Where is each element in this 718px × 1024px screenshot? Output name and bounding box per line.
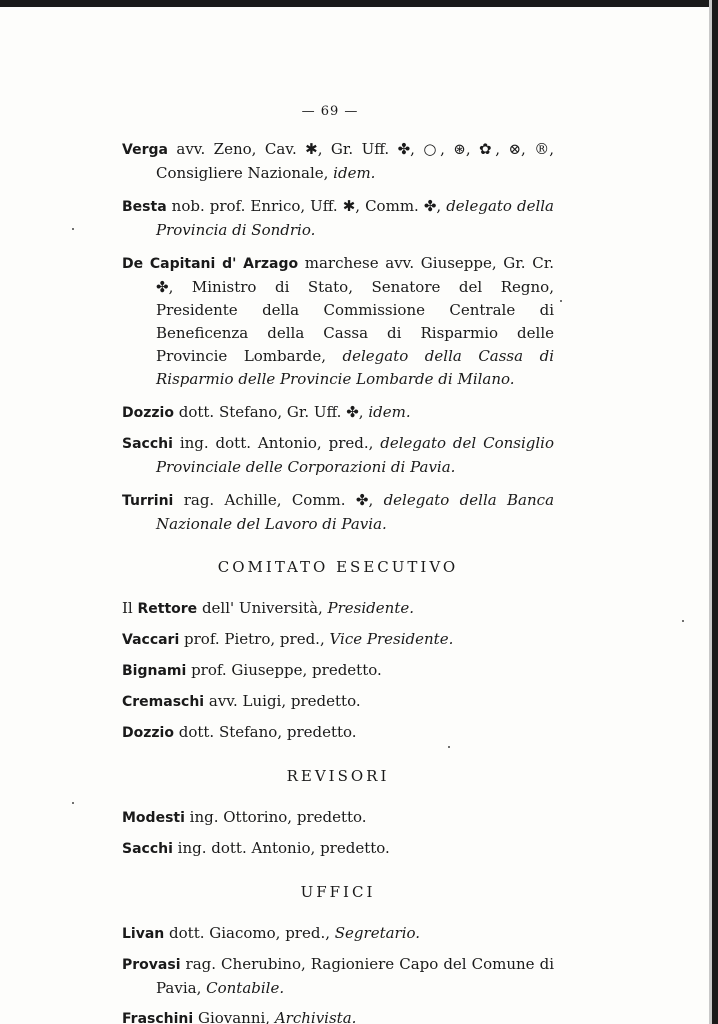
entry-prefix: Il bbox=[122, 599, 138, 617]
entry-name: Fraschini bbox=[122, 1011, 194, 1024]
entry-turrini bbox=[122, 489, 554, 536]
entry-role: delegato della Banca Nazionale del Lavoro di Pavia. bbox=[156, 491, 555, 533]
entry-name: Dozzio bbox=[122, 405, 174, 421]
entry-text: rag. Achille, Comm. ✤, bbox=[183, 491, 384, 509]
entry-role: Segretario. bbox=[334, 924, 421, 942]
entry-modesti bbox=[122, 806, 554, 830]
entry-name: Rettore bbox=[137, 601, 198, 617]
entry-verga bbox=[122, 138, 554, 185]
entry-name: Vaccari bbox=[122, 632, 180, 648]
page-number: — 69 — bbox=[301, 104, 359, 119]
entry-name: Bignami bbox=[122, 663, 187, 679]
scan-speck bbox=[72, 228, 74, 230]
entry-text: prof. Pietro, pred., bbox=[179, 630, 330, 648]
entry-dozzio-comitato bbox=[122, 721, 554, 745]
entry-name: De Capitani d' Arzago bbox=[122, 256, 299, 272]
entry-text: nob. prof. Enrico, Uff. ✱, Comm. ✤, bbox=[171, 197, 447, 215]
entry-role: delegato del Consiglio Provinciale delle Corporazioni di Pavia. bbox=[156, 434, 554, 476]
entry-name: Provasi bbox=[122, 957, 181, 973]
entry-name: Dozzio bbox=[122, 725, 174, 741]
entry-text: prof. Giuseppe, predetto. bbox=[186, 661, 382, 679]
entry-role: Archivista. bbox=[274, 1009, 357, 1024]
entry-provasi bbox=[122, 953, 554, 1000]
entry-besta bbox=[122, 195, 554, 242]
scan-speck bbox=[560, 300, 562, 302]
scan-speck bbox=[72, 802, 74, 804]
entry-fraschini bbox=[122, 1007, 554, 1024]
section-title-comitato: COMITATO ESECUTIVO bbox=[217, 558, 459, 576]
entry-text: dott. Stefano, predetto. bbox=[173, 723, 357, 741]
entry-name: Verga bbox=[122, 142, 168, 158]
entry-name: Cremaschi bbox=[122, 694, 205, 710]
entry-text: dott. Stefano, Gr. Uff. ✤, bbox=[178, 403, 369, 421]
scan-top-border bbox=[0, 0, 718, 7]
entry-text: dott. Giacomo, pred., bbox=[164, 924, 335, 942]
entry-rettore bbox=[122, 597, 554, 621]
entry-role: delegato della Cassa di Risparmio delle Provincie Lombarde di Milano. bbox=[156, 347, 554, 388]
entry-role: Presidente. bbox=[327, 599, 414, 617]
entry-dozzio bbox=[122, 401, 554, 425]
entry-text: ing. dott. Antonio, predetto. bbox=[172, 839, 390, 857]
section-title-revisori: REVISORI bbox=[286, 767, 390, 785]
page-content bbox=[122, 138, 554, 1024]
entry-role: Vice Presidente. bbox=[329, 630, 454, 648]
entry-livan bbox=[122, 922, 554, 946]
entry-role: idem. bbox=[333, 164, 376, 182]
scan-speck bbox=[682, 620, 684, 622]
entry-text: dell' Università, bbox=[197, 599, 328, 617]
scan-right-border bbox=[712, 0, 718, 1024]
entry-text: avv. Luigi, predetto. bbox=[204, 692, 361, 710]
entry-text: Giovanni, bbox=[193, 1009, 275, 1024]
entry-name: Besta bbox=[122, 199, 167, 215]
entry-sacchi-revisori bbox=[122, 837, 554, 861]
entry-text: ing. dott. Antonio, pred., bbox=[179, 434, 381, 452]
entry-name: Modesti bbox=[122, 810, 185, 826]
entry-vaccari bbox=[122, 628, 554, 652]
entry-role: delegato della Provincia di Sondrio. bbox=[156, 197, 554, 239]
entry-text: ing. Ottorino, predetto. bbox=[184, 808, 367, 826]
entry-text: rag. Cherubino, Ragioniere Capo del Comune di Pavia, bbox=[156, 955, 554, 997]
entry-cremaschi bbox=[122, 690, 554, 714]
entry-text: avv. Zeno, Cav. ✱, Gr. Uff. ✤, ○, ⊛, ✿, ⊗, ®, Consigliere Nazionale, bbox=[156, 140, 554, 182]
entry-role: idem. bbox=[368, 403, 411, 421]
entry-name: Sacchi bbox=[122, 436, 173, 452]
entry-name: Sacchi bbox=[122, 841, 173, 857]
entry-de-capitani bbox=[122, 252, 554, 391]
section-title-uffici: UFFICI bbox=[300, 883, 376, 901]
entry-role: Contabile. bbox=[206, 979, 285, 997]
entry-name: Livan bbox=[122, 926, 165, 942]
scan-speck bbox=[448, 746, 450, 748]
entry-name: Turrini bbox=[122, 493, 174, 509]
entry-bignami bbox=[122, 659, 554, 683]
entry-text: marchese avv. Giuseppe, Gr. Cr. ✤, Ministro di Stato, Senatore del Regno, Presidente della Commissione Centrale di Beneficenza della Cassa di Risparmio delle Provincie Lombarde, bbox=[156, 254, 554, 365]
entry-sacchi bbox=[122, 432, 554, 479]
